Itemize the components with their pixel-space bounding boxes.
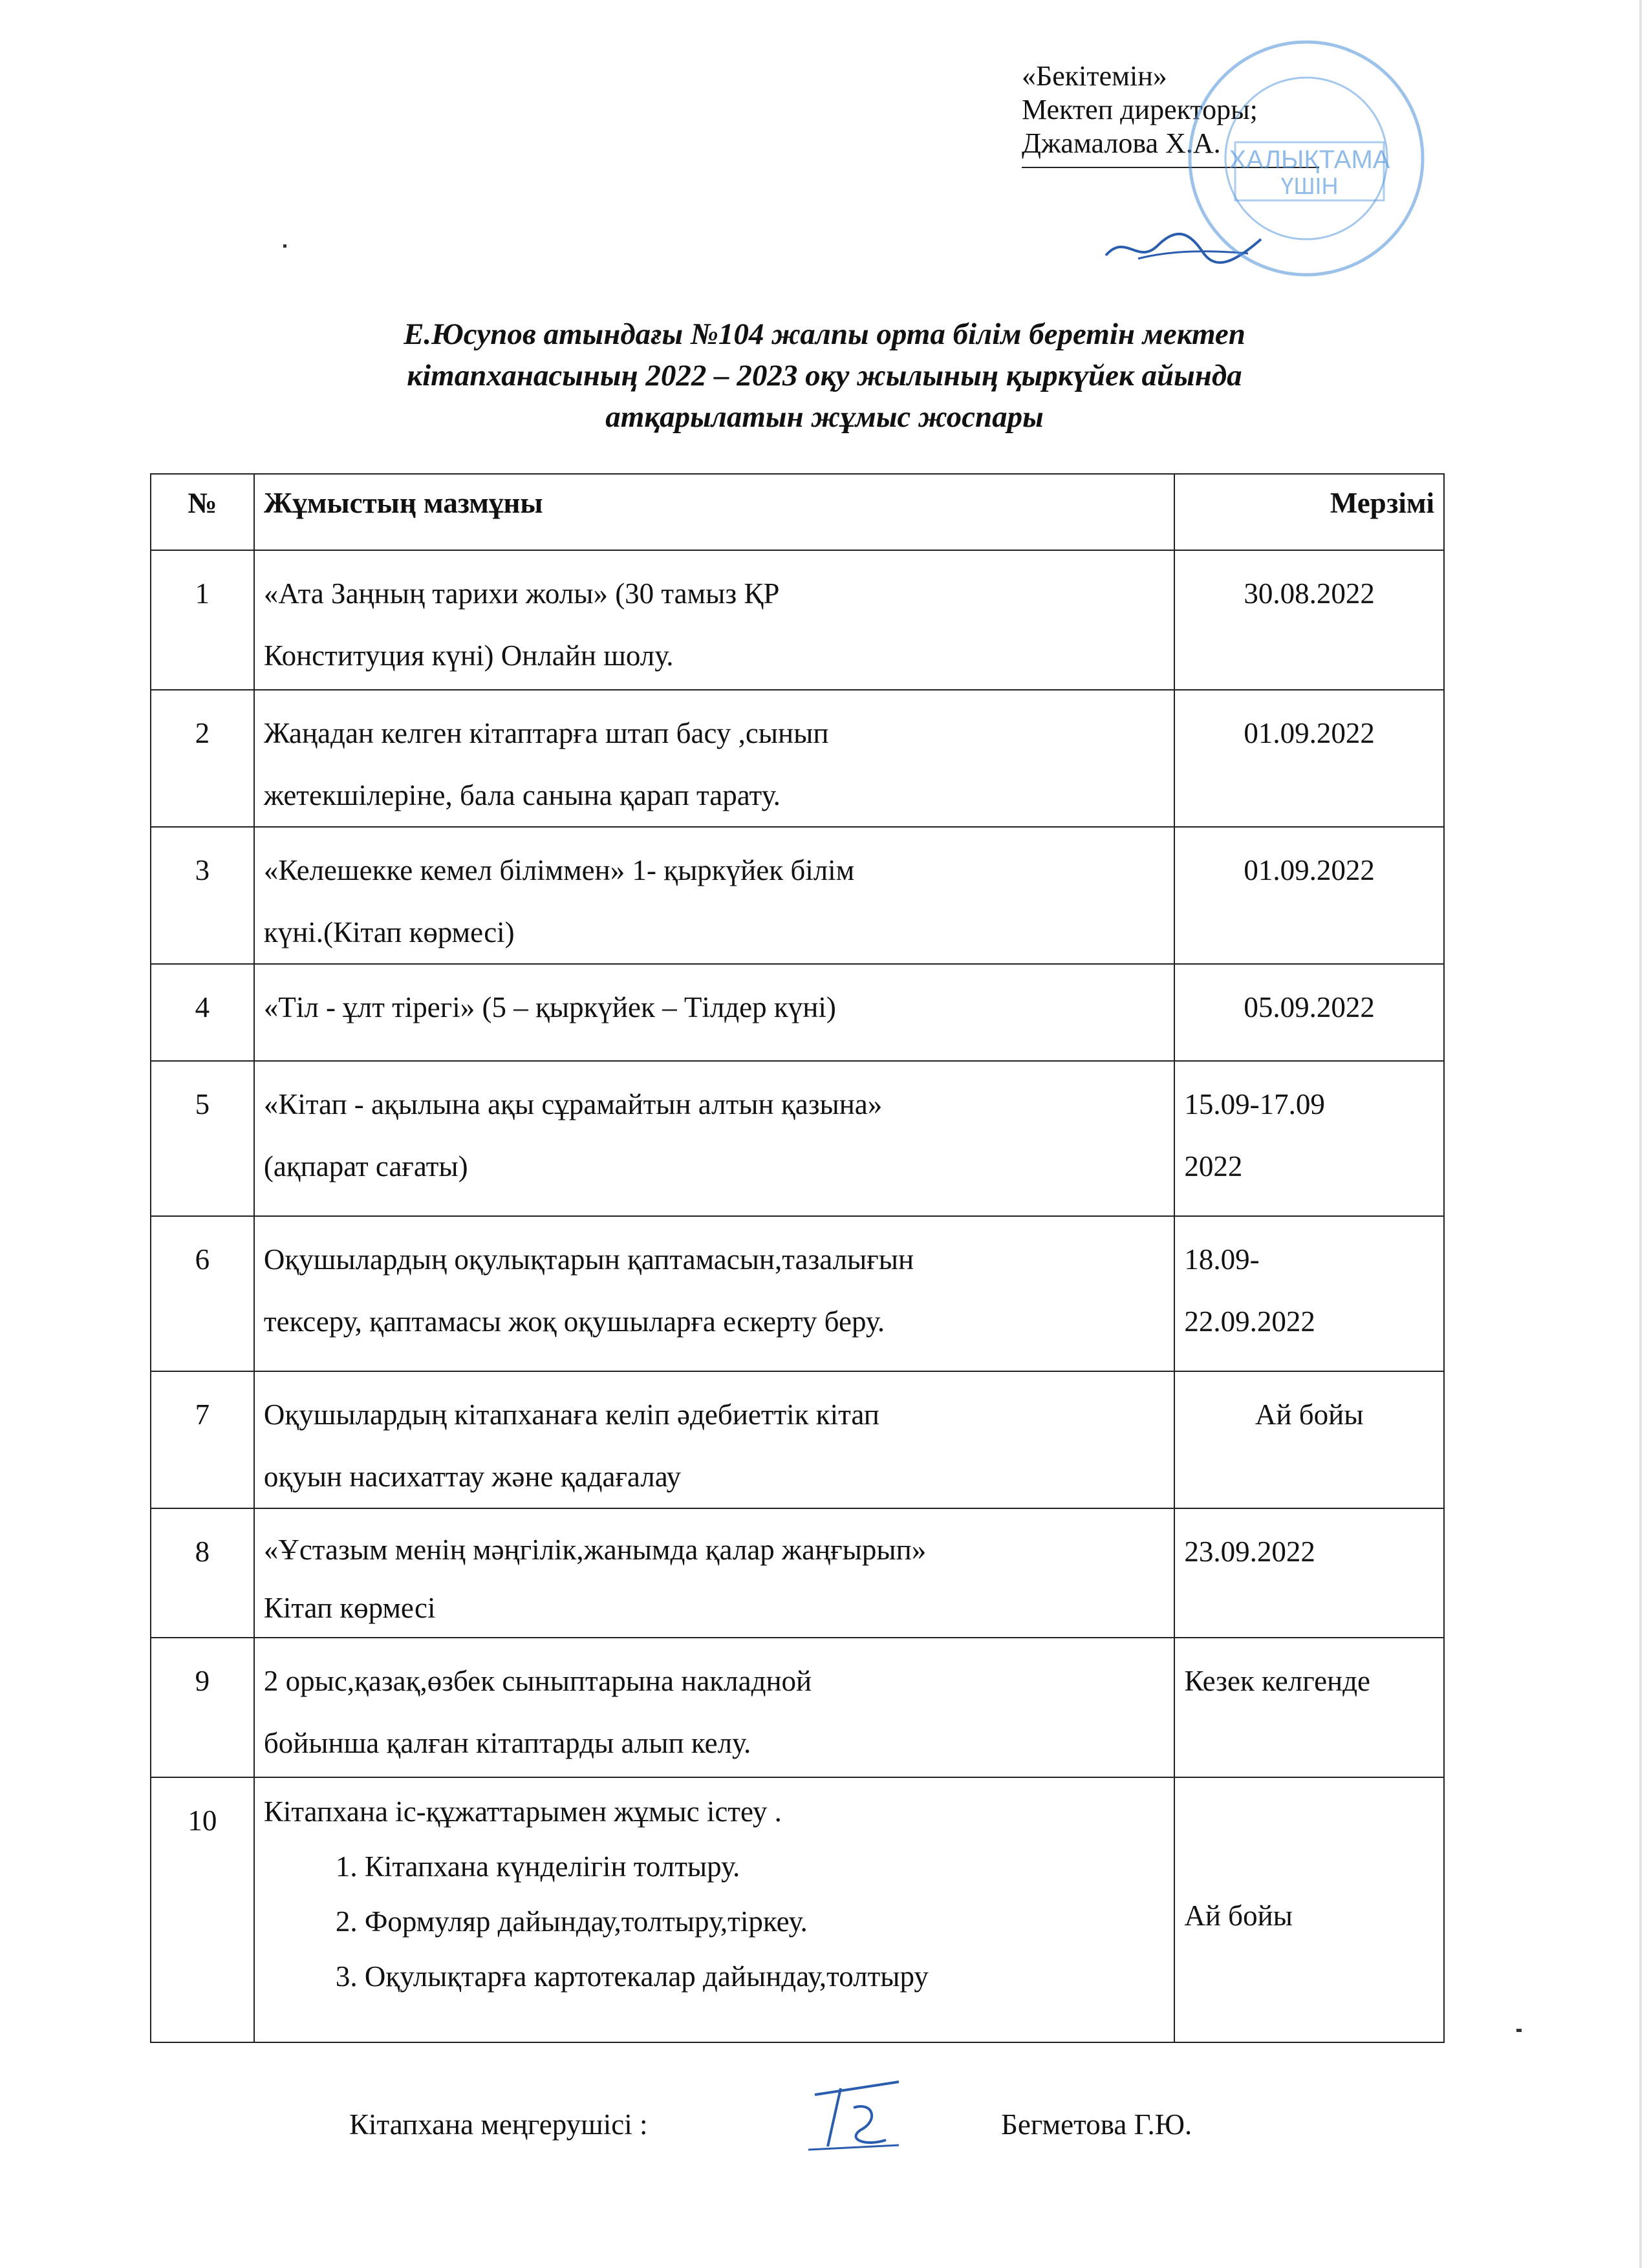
row-content-line: (ақпарат сағаты) [263, 1150, 468, 1182]
row-content [254, 827, 1175, 964]
row-date-line: 22.09.2022 [1184, 1305, 1315, 1338]
row-content-line: Конституция күні) Онлайн шолу. [263, 639, 674, 672]
row-number: 4 [151, 964, 254, 1061]
list-item: 3. Оқулықтарға картотекалар дайындау,толтыру [365, 1949, 1174, 2004]
row-date [1174, 1638, 1444, 1777]
row-content [254, 690, 1175, 827]
table-row [151, 1061, 1444, 1216]
librarian-signature [802, 2069, 905, 2159]
row-content [254, 1061, 1175, 1216]
scan-mark [1639, 0, 1642, 2268]
row-date [1174, 690, 1444, 827]
row-number: 6 [151, 1216, 254, 1371]
row-date-line: 30.08.2022 [1244, 577, 1375, 610]
row-content [254, 1638, 1175, 1777]
row-content-line: тексеру, қаптамасы жоқ оқушыларға ескерту беру. [263, 1305, 885, 1338]
row-date-line: 15.09-17.09 [1184, 1088, 1325, 1120]
table-row [151, 1508, 1444, 1638]
table-row [151, 1216, 1444, 1371]
row-number: 10 [151, 1777, 254, 2042]
table-row [151, 827, 1444, 964]
row-content-line: 2 орыс,қазақ,өзбек сыныптарына накладной [263, 1665, 812, 1697]
row-content-line: «Ұстазым менің мәңгілік,жанымда қалар жаңғырып» [263, 1534, 927, 1566]
row-content [254, 964, 1175, 1061]
row-content [254, 1216, 1175, 1371]
row-date [1174, 964, 1444, 1061]
header-content: Жұмыстың мазмұны [254, 474, 1175, 550]
row-date-line: 2022 [1184, 1150, 1243, 1182]
approval-heading: «Бекітемін» [1022, 60, 1167, 92]
row-intro-line: Кітапхана іс-құжаттарымен жұмыс істеу . [263, 1795, 782, 1828]
row-number: 3 [151, 827, 254, 964]
row-date [1174, 827, 1444, 964]
row-date [1174, 1061, 1444, 1216]
table-row [151, 550, 1444, 690]
row-content-line: Оқушылардың оқулықтарын қаптамасын,тазалығын [263, 1243, 914, 1276]
row-content-line: бойынша қалған кітаптарды алып келу. [263, 1727, 751, 1759]
approval-signature-line [1022, 167, 1319, 168]
director-signature [1099, 226, 1267, 272]
row-content-line: жетекшілеріне, бала санына қарап тарату. [263, 779, 781, 811]
document-title [194, 314, 1455, 438]
row-number: 9 [151, 1638, 254, 1777]
row-content-line: «Ата Заңның тарихи жолы» (30 тамыз ҚР [263, 577, 780, 610]
row-date [1174, 550, 1444, 690]
title-line-3: атқарылатын жұмыс жоспары [605, 400, 1044, 434]
table-header-row [151, 474, 1444, 550]
row-content-line: Жаңадан келген кітаптарға штап басу ,сынып [263, 717, 829, 749]
row-content [254, 1777, 1175, 2042]
list-item: 1. Кітапхана күнделігін толтыру. [365, 1839, 1174, 1894]
approval-block [1022, 59, 1384, 168]
row-content-line: «Келешекке кемел біліммен» 1- қыркүйек білім [263, 854, 855, 886]
table-row [151, 1371, 1444, 1508]
footer-librarian-name: Бегметова Г.Ю. [1001, 2108, 1192, 2141]
documentation-list [255, 1839, 1174, 2004]
approval-position: Мектеп директоры; [1022, 94, 1258, 125]
list-item: 2. Формуляр дайындау,толтыру,тіркеу. [365, 1894, 1174, 1949]
title-line-1: Е.Юсупов атындағы №104 жалпы орта білім беретін мектеп [404, 317, 1245, 351]
stamp-text-bottom: ҮШІН [1280, 173, 1339, 199]
title-line-2: кітапханасының 2022 – 2023 оқу жылының қыркүйек айында [407, 359, 1242, 392]
row-content [254, 1508, 1175, 1638]
work-plan-table [150, 473, 1445, 2043]
approval-director-name: Джамалова Х.А. [1022, 127, 1221, 159]
row-content [254, 1371, 1175, 1508]
row-content-line: Оқушылардың кітапханаға келіп әдебиеттік кітап [263, 1398, 879, 1431]
header-number: № [151, 474, 254, 550]
table-row [151, 964, 1444, 1061]
row-number: 8 [151, 1508, 254, 1638]
row-number: 5 [151, 1061, 254, 1216]
table-row [151, 1777, 1444, 2042]
row-content-line: «Тіл - ұлт тірегі» (5 – қыркүйек – Тілдер күні) [263, 991, 836, 1023]
row-date-line: 01.09.2022 [1244, 854, 1375, 886]
row-date-line: 01.09.2022 [1244, 717, 1375, 749]
row-date-line: 18.09- [1184, 1243, 1260, 1276]
scan-mark [283, 244, 286, 248]
row-date [1174, 1508, 1444, 1638]
table-row [151, 690, 1444, 827]
row-content-line: оқуын насихаттау және қадағалау [263, 1460, 681, 1493]
row-content-line: «Кітап - ақылына ақы сұрамайтын алтын қазына» [263, 1088, 883, 1120]
row-date [1174, 1371, 1444, 1508]
row-content [254, 550, 1175, 690]
footer-label: Кітапхана меңгерушісі : [349, 2108, 648, 2141]
row-date-line: Кезек келгенде [1184, 1665, 1370, 1697]
row-number: 1 [151, 550, 254, 690]
row-date-line: Ай бойы [1255, 1398, 1364, 1431]
table-row [151, 1638, 1444, 1777]
row-number: 2 [151, 690, 254, 827]
row-content-line: күні.(Кітап көрмесі) [263, 916, 515, 948]
row-content-line: Кітап көрмесі [263, 1592, 436, 1624]
row-date-line: 05.09.2022 [1244, 991, 1375, 1023]
row-date [1174, 1216, 1444, 1371]
stamp-text-top: ХАЛЫҚТАМА [1229, 145, 1390, 174]
row-date-line: 23.09.2022 [1184, 1535, 1315, 1568]
row-date: Ай бойы [1174, 1777, 1444, 2042]
row-number: 7 [151, 1371, 254, 1508]
header-date: Мерзімі [1174, 474, 1444, 550]
scan-mark [1516, 2029, 1522, 2032]
